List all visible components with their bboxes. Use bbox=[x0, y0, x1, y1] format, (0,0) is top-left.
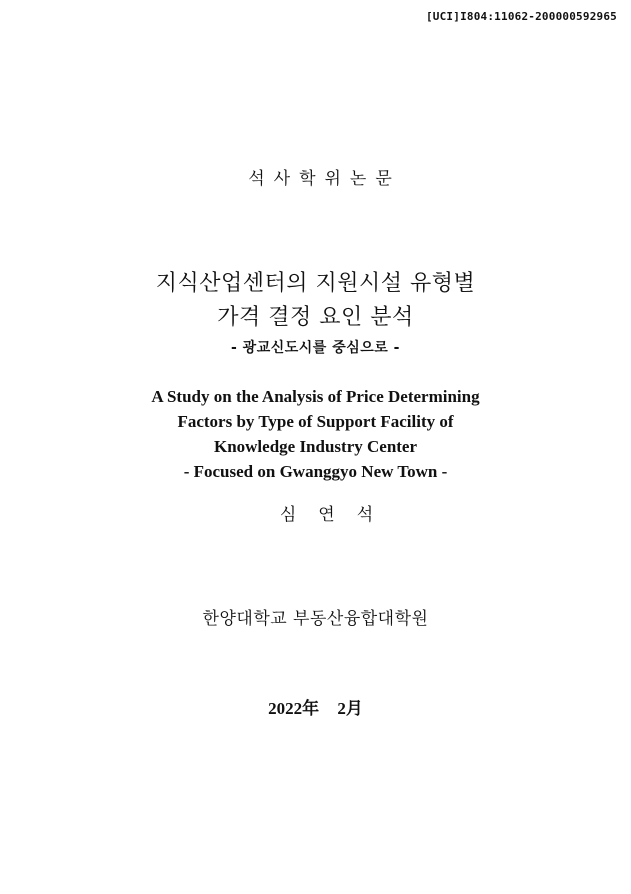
degree-type: 석사학위논문 bbox=[248, 169, 401, 189]
school-name: 한양대학교 부동산융합대학원 bbox=[202, 609, 429, 629]
english-title-line-2: Factors by Type of Support Facility of bbox=[177, 412, 454, 431]
author-name: 심연석 bbox=[279, 505, 396, 525]
uci-identifier: [UCI]I804:11062-200000592965 bbox=[425, 10, 617, 23]
english-subtitle: - Focused on Gwanggyo New Town - bbox=[183, 462, 448, 481]
korean-title-line-2: 가격 결정 요인 분석 bbox=[217, 305, 414, 330]
korean-subtitle: - 광교신도시를 중심으로 - bbox=[231, 340, 400, 356]
english-title-line-3: Knowledge Industry Center bbox=[213, 437, 418, 456]
english-title-line-1: A Study on the Analysis of Price Determining bbox=[151, 387, 480, 406]
korean-title-line-1: 지식산업센터의 지원시설 유형별 bbox=[155, 271, 476, 296]
submission-date: 2022年 2月 bbox=[268, 699, 363, 718]
